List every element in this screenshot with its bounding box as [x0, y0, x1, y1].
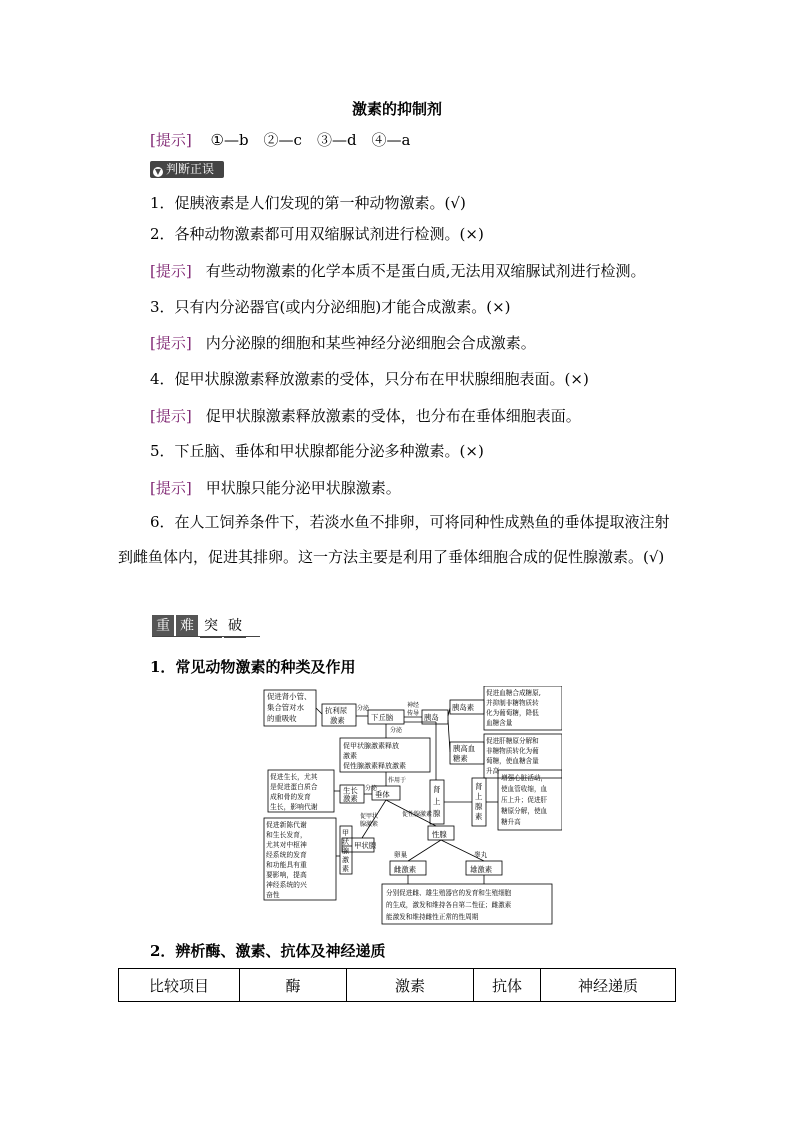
sex-fn-1: 分别促进雌、雄生殖器官的发育和生殖细胞 — [386, 889, 512, 897]
thyroid-fn-7: 神经系统的兴 — [266, 881, 307, 889]
thyroid-fn-4: 经系统的发育 — [266, 851, 307, 859]
section-header-badge: 重 难 突 破 — [152, 615, 262, 637]
gh-1: 生长 — [343, 786, 358, 795]
insulin-fn-4: 血糖含量 — [486, 719, 513, 727]
ovary: 卵巢 — [394, 851, 408, 859]
tip-label: [提示] — [150, 407, 192, 425]
thyroxine-3: 腺 — [342, 847, 349, 855]
judge-badge: ▼ 判断正误 — [150, 161, 224, 178]
judge-tip-4: [提示] 促甲状腺激素释放激素的受体，也分布在垂体细胞表面。 — [150, 407, 581, 425]
glucagon-fn-2: 非糖物质转化为葡 — [486, 747, 539, 755]
adrenal-2: 上 — [433, 797, 441, 806]
adrenaline-fn-2: 使血管收缩，血 — [501, 785, 548, 793]
thyroid-fn-3: 尤其对中枢神 — [266, 841, 307, 849]
insulin-fn-1: 促进血糖合成糖原, — [486, 689, 541, 697]
adrenaline-fn-4: 糖原分解，使血 — [501, 807, 548, 815]
kidney-fn-3: 的重吸收 — [267, 714, 297, 723]
releasing-1: 促甲状腺激素释放 — [343, 742, 399, 750]
chevron-down-icon: ▼ — [154, 167, 162, 176]
gonad: 性腺 — [432, 830, 447, 839]
testis: 睾丸 — [474, 851, 488, 859]
adrenaline-fn-3: 压上升；促进肝 — [501, 796, 548, 804]
judge-item-4: 4．促甲状腺激素释放激素的受体，只分布在甲状腺细胞表面。(×) — [150, 370, 589, 388]
tsh-label-2: 腺激素 — [360, 821, 379, 828]
judge-item-5: 5．下丘脑、垂体和甲状腺都能分泌多种激素。(×) — [150, 442, 484, 460]
tsh-label-1: 促甲状 — [360, 813, 379, 820]
thyroid-fn-2: 和生长发育， — [266, 831, 307, 839]
act-on: 作用于 — [388, 777, 407, 784]
glucagon-fn-3: 萄糖，使血糖含量 — [486, 757, 539, 765]
thyroid-fn-1: 促进新陈代谢 — [266, 821, 307, 829]
gth-label: 促性腺激素 — [402, 811, 433, 818]
kidney-fn-2: 集合管对水 — [267, 703, 304, 712]
releasing-3: 促性腺激素释放激素 — [343, 762, 406, 770]
adrenaline-2: 上 — [475, 792, 483, 801]
estrogen: 雌激素 — [394, 865, 417, 874]
gh-fn-2: 是促进蛋白质合 — [270, 783, 318, 791]
pituitary: 垂体 — [375, 790, 390, 799]
gh-fn-3: 成和骨的发育 — [270, 793, 311, 801]
glucagon-1: 胰高血 — [453, 744, 476, 753]
judge-item-2: 2．各种动物激素都可用双缩脲试剂进行检测。(×) — [150, 225, 484, 243]
adh-1: 抗利尿 — [325, 706, 348, 715]
secrete-label-3: 分泌 — [365, 785, 378, 792]
judge-tip-3: [提示] 内分泌腺的细胞和某些神经分泌细胞会合成激素。 — [150, 334, 536, 352]
table-header-cell: 激素 — [347, 969, 474, 1002]
kidney-fn-1: 促进肾小管、 — [267, 692, 312, 701]
heading-comparison: 2．辨析酶、激素、抗体及神经递质 — [150, 942, 386, 960]
judge-tip-2: [提示] 有些动物激素的化学本质不是蛋白质,无法用双缩脲试剂进行检测。 — [150, 262, 646, 280]
tip-answers-line — [150, 129, 411, 150]
adh-2: 激素 — [330, 716, 345, 725]
nerve-2: 传导 — [407, 710, 420, 717]
judge-item-3: 3．只有内分泌器官(或内分泌细胞)才能合成激素。(×) — [150, 298, 511, 316]
tip-label: [提示] — [150, 479, 192, 497]
adrenaline-4: 素 — [475, 812, 483, 821]
sex-fn-2: 的生成，激发和维持各自第二性征；雌激素 — [386, 901, 512, 909]
thyroxine-5: 素 — [342, 865, 349, 873]
adrenal-3: 腺 — [433, 809, 441, 818]
insulin-fn-3: 化为葡萄糖，降低 — [486, 709, 539, 717]
comparison-table — [118, 968, 676, 1002]
judge-item-6: 6．在人工饲养条件下，若淡水鱼不排卵，可将同种性成熟鱼的垂体提取液注射到雌鱼体内，促进其排卵。这一方法主要是利用了垂体细胞合成的促性腺激素。(√) — [118, 513, 670, 566]
tip-answers: ①—b ②—c ③—d ④—a — [210, 131, 411, 149]
hormone-diagram — [262, 686, 562, 928]
hypothalamus: 下丘脑 — [371, 713, 394, 722]
gh-2: 激素 — [343, 794, 358, 803]
thyroxine-2: 状 — [342, 838, 349, 846]
adrenaline-3: 腺 — [475, 802, 483, 811]
glucagon-fn-1: 促进肝糖原分解和 — [486, 737, 539, 745]
releasing-2: 激素 — [343, 752, 357, 760]
thyroxine-4: 激 — [342, 856, 349, 864]
thyroid-fn-6: 要影响，提高 — [266, 871, 307, 879]
adrenaline-fn-1: 增强心脏活动， — [501, 774, 548, 782]
tip-label: [提示] — [150, 262, 192, 280]
thyroid-fn-8: 奋性 — [266, 891, 280, 899]
tip-label: [提示] — [150, 334, 192, 352]
tip-label: [提示] — [150, 131, 192, 149]
sex-fn-3: 能激发和维持雌性正常的性周期 — [386, 913, 479, 921]
androgen: 雄激素 — [470, 865, 493, 874]
pancreas: 胰岛 — [424, 713, 439, 722]
adrenaline-1: 肾 — [475, 782, 483, 791]
section-title: 激素的抑制剂 — [351, 100, 442, 118]
secrete-label: 分泌 — [357, 705, 370, 712]
insulin-fn-2: 并抑制非糖物质转 — [486, 699, 539, 707]
heading-hormone-types: 1．常见动物激素的种类及作用 — [150, 658, 356, 676]
table-header-cell: 比较项目 — [119, 969, 240, 1002]
gh-fn-4: 生长，影响代谢 — [270, 803, 318, 811]
table-header-cell: 神经递质 — [541, 969, 676, 1002]
judge-tip-5: [提示] 甲状腺只能分泌甲状腺激素。 — [150, 479, 401, 497]
thyroid-fn-5: 和功能具有重 — [266, 861, 307, 869]
insulin: 胰岛素 — [452, 703, 475, 712]
adrenaline-fn-5: 糖升高 — [501, 818, 521, 826]
thyroid: 甲状腺 — [354, 841, 377, 850]
table-header-cell: 酶 — [240, 969, 347, 1002]
judge-item-1: 1．促胰液素是人们发现的第一种动物激素。(√) — [150, 194, 466, 212]
table-row — [119, 969, 676, 1002]
thyroxine-1: 甲 — [342, 829, 349, 837]
table-header-cell: 抗体 — [474, 969, 541, 1002]
adrenal-1: 肾 — [433, 785, 441, 794]
gh-fn-1: 促进生长，尤其 — [270, 773, 318, 781]
glucagon-fn-4: 升高 — [486, 767, 500, 775]
glucagon-2: 糖素 — [453, 754, 468, 763]
secrete-label-2: 分泌 — [390, 727, 403, 734]
nerve-1: 神经 — [407, 702, 420, 709]
